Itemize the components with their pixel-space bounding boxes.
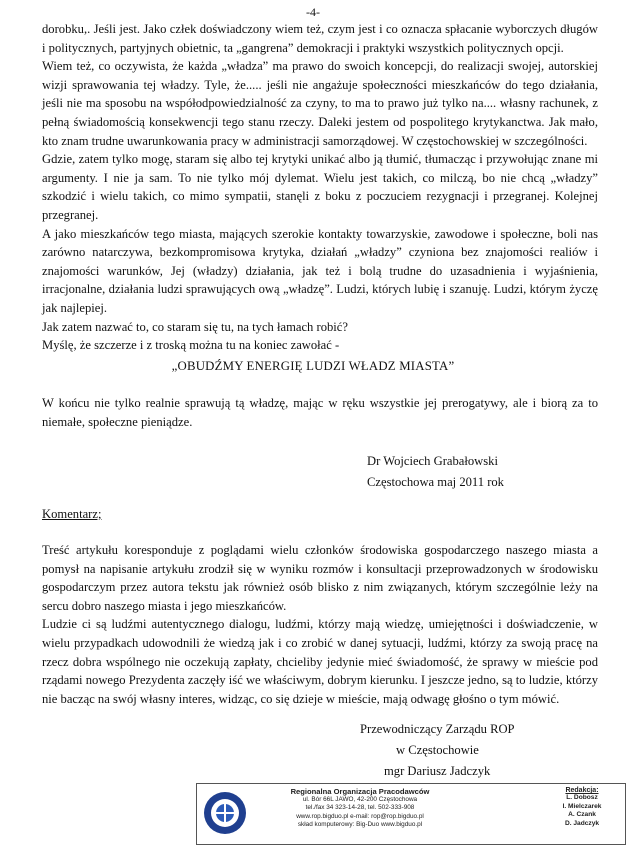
signature-title: Przewodniczący Zarządu ROP [360,722,515,736]
chairman-signature [360,719,515,782]
author-name: Dr Wojciech Grabałowski [367,454,498,468]
organization-phone: tel./fax 34 323-14-28, tel. 502-333-908 [305,804,415,812]
organization-logo [202,790,248,836]
editor-name: L. Dobosz [566,794,598,801]
paragraph: A jako mieszkańców tego miasta, mających szerokie kontakty towarzyskie, zawodowe i społeczne, boli nas zarówno natarczywa, bezkompromisowa krytyka, działań „władzy” czyniona bez znajomości realiów i znajomości warunków, Jej (władzy) działania, jak też i bolą trudne do uzasadnienia i wyjaśnienia, irracjonalne, działania ludzi sprawujących ową „władzę”. Ludzi, których lubię i szanuję. Ludzi, którym życzę jak najlepiej. [42,226,598,315]
editors-heading: Redakcja: [565,787,599,794]
article-body [42,20,598,355]
page-number: -4- [306,5,320,19]
comment-paragraph: Ludzie ci są ludźmi autentycznego dialogu, ludźmi, którzy mają wiedzę, umiejętności i doświadczenie, w wielu przypadkach udowodnili że wiedzą jak i co zrobić w danej sytuacji, ludźmi, którzy za swoją pracę na rzecz dobra wspólnego nie oczekują zapłaty, chcieliby jedynie mieć świadomość, że sprawy w mieście pod rządami nowego Prezydenta zaczęły iść we właściwym, dobrym kierunku. I jeszcze jedno, są to ludzie, którzy nie bacząc na swój własny interes, widząc, co się dzieje w mieście, mają odwagę głośno o tym mówić. [42,617,598,706]
editor-name: I. Mielczarek [562,802,602,810]
paragraph: Myślę, że szczerze i z troską można tu na koniec zawołać - [42,338,340,353]
author-place-date: Częstochowa maj 2011 rok [367,475,504,489]
slogan: „OBUDŹMY ENERGIĘ LUDZI WŁADZ MIASTA” [171,359,455,373]
editor-name: D. Jadczyk [564,819,600,827]
publisher-footer [196,783,626,845]
signature-place: w Częstochowie [396,743,479,757]
comment-body [42,541,598,708]
paragraph: Gdzie, zatem tylko mogę, staram się albo tej krytyki unikać albo ją tłumić, tłumacząc i przywołując znane mi argumenty. I nie ja sam. To nie tylko mój dylemat. Wielu jest takich, co milczą, bo nie chcą „władzy” szkodzić i wielu takich, co mimo sympatii, stanęli z boku z poczuciem rezygnacji i przegranej. Kolejnej przegranej. [42,152,598,222]
paragraph: Jak zatem nazwać to, co staram się tu, na tych łamach robić? [42,319,348,334]
typesetting-credit: skład komputerowy: Big-Duo www.bigduo.pl [297,821,423,829]
organization-name: Regionalna Organizacja Pracodawców [290,787,430,796]
editorial-board [545,787,619,828]
closing-paragraph: W końcu nie tylko realnie sprawują tą władzę, mając w ręku wszystkie jej prerogatywy, ale i biorą za to niemałe, społeczne pieniądze. [42,396,598,429]
author-signature [367,451,504,493]
paragraph: Wiem też, co oczywista, że każda „władza” ma prawo do swoich koncepcji, do realizacji swojej, autorskiej wizji sprawowania tej władzy. Tyle, że..... jeśli nie angażuje społeczności mieszkańców do tego działania, jeśli nie ma sposobu na współodpowiedzialność za czyny, to ma to prawo już tylko na.... własny rachunek, z pełną świadomością konsekwencji tego stanu rzeczy. Daleki jestem od pospolitego krytykanctwa. Jak mało, kto znam trudne uwarunkowania pracy w administracji samorządowej. W częstochowskiej w szczególności. [42,59,598,148]
paragraph: dorobku,. Jeśli jest. Jako człek doświadczony wiem też, czym jest i co oznacza spłacanie wyborczych długów i politycznych, partyjnych obietnic, ta „gangrena” demokracji i praktyki wszystkich politycznych opcji. [42,22,598,55]
comment-heading: Komentarz; [42,507,102,521]
organization-info [255,787,465,830]
signature-name: mgr Dariusz Jadczyk [384,764,491,778]
organization-web: www.rop.bigduo.pl e-mail: rop@rop.bigduo.pl [296,812,424,820]
organization-address: ul. Bór 66L JAWO, 42-200 Częstochowa [302,796,418,803]
editor-name: A. Czank [568,811,596,819]
comment-paragraph: Treść artykułu koresponduje z poglądami wielu członków środowiska gospodarczego naszego miasta a pomysł na napisanie artykułu zrodził się w wyniku rozmów i konsultacji przeprowadzonych w środowisku gospodarczym przez autora tekstu jak również osób blisko z nim związanych, którym szczególnie leży na sercu dobro naszego miasta i jego mieszkańców. [42,543,598,613]
